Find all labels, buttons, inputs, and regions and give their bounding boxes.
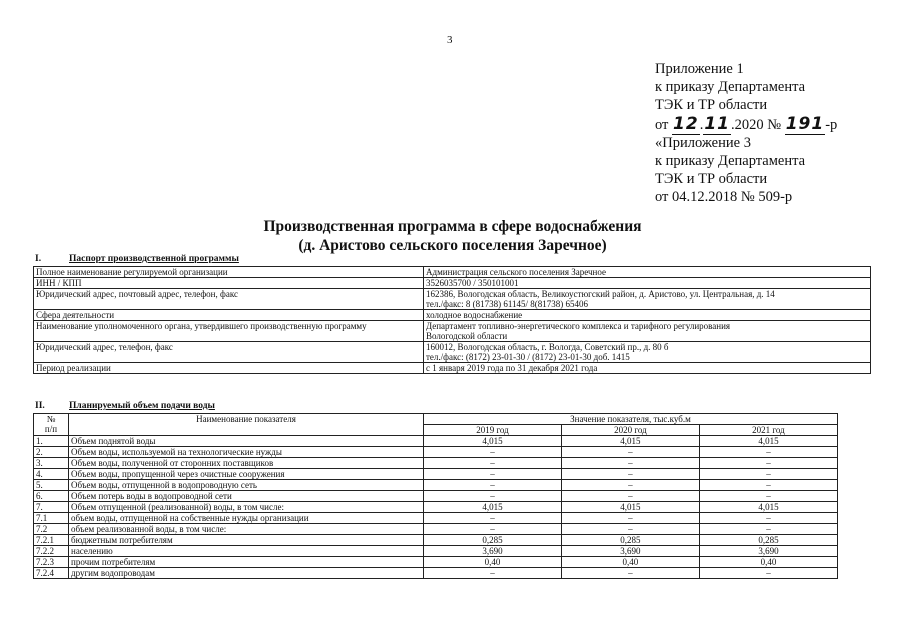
row-value: – <box>561 491 699 502</box>
passport-row <box>34 321 871 342</box>
row-value: 0,40 <box>699 557 837 568</box>
row-indicator-name: Объем воды, полученной от сторонних поставщиков <box>69 458 424 469</box>
appendix-line: от 04.12.2018 № 509-р <box>655 189 793 206</box>
passport-row <box>34 342 871 363</box>
passport-value <box>424 289 871 310</box>
table-row <box>34 458 838 469</box>
passport-value <box>424 267 871 278</box>
row-value: – <box>699 458 837 469</box>
title-line: (д. Аристово сельского поселения Заречное) <box>298 237 607 254</box>
section-number: II. <box>35 401 45 411</box>
passport-value-line: 162386, Вологодская область, Великоустюгский район, д. Аристово, ул. Центральная, д. 14 <box>426 289 775 299</box>
row-value: 4,015 <box>561 502 699 513</box>
row-value: 3,690 <box>699 546 837 557</box>
row-value: – <box>424 458 562 469</box>
date-suffix: -р <box>825 116 838 133</box>
row-indicator-name: Объем отпущенной (реализованной) воды, в том числе: <box>69 502 424 513</box>
passport-value-line: тел./факс: (8172) 23-01-30 / (8172) 23-01-30 доб. 1415 <box>426 352 630 362</box>
passport-value <box>424 278 871 289</box>
appendix-date-line: от 12.11.2020 № 191-р <box>655 113 838 134</box>
passport-value-line: тел./факс: 8 (81738) 61145/ 8(81738) 65406 <box>426 299 589 309</box>
passport-key: Сфера деятельности <box>34 310 424 321</box>
row-value: – <box>699 447 837 458</box>
row-value: – <box>561 447 699 458</box>
row-value: 0,285 <box>561 535 699 546</box>
passport-value <box>424 321 871 342</box>
passport-value-line: холодное водоснабжение <box>426 310 523 320</box>
table-row <box>34 524 838 535</box>
row-value: – <box>699 469 837 480</box>
appendix-line: к приказу Департамента <box>655 79 806 96</box>
section-label: Паспорт производственной программы <box>69 254 239 264</box>
table-row <box>34 513 838 524</box>
row-value: 0,40 <box>561 557 699 568</box>
appendix-block <box>655 60 837 207</box>
row-value: – <box>424 469 562 480</box>
row-value: 0,285 <box>699 535 837 546</box>
row-value: – <box>561 568 699 579</box>
row-value: – <box>424 524 562 535</box>
row-value: – <box>424 447 562 458</box>
header-year: 2020 год <box>561 425 699 436</box>
table-row <box>34 502 838 513</box>
table-row <box>34 546 838 557</box>
header-indicator-name: Наименование показателя <box>69 414 424 436</box>
passport-key: Наименование уполномоченного органа, утвердившего производственную программу <box>34 321 424 342</box>
row-value: 4,015 <box>561 436 699 447</box>
row-value: – <box>699 480 837 491</box>
header-year: 2021 год <box>699 425 837 436</box>
passport-key: Период реализации <box>34 363 424 374</box>
passport-value <box>424 363 871 374</box>
passport-value <box>424 342 871 363</box>
appendix-line: ТЭК и ТР области <box>655 97 768 114</box>
table-row <box>34 568 838 579</box>
row-indicator-name: другим водопроводам <box>69 568 424 579</box>
row-indicator-name: прочим потребителям <box>69 557 424 568</box>
row-value: – <box>561 524 699 535</box>
row-number: 7.2.2 <box>34 546 69 557</box>
row-value: – <box>561 513 699 524</box>
header-year: 2019 год <box>424 425 562 436</box>
table-row <box>34 557 838 568</box>
passport-value-line: Вологодской области <box>426 331 508 341</box>
handwritten-month: 11 <box>704 113 730 134</box>
header-number <box>34 414 69 436</box>
section-label: Планируемый объем подачи воды <box>69 401 215 411</box>
table-row <box>34 436 838 447</box>
passport-row <box>34 278 871 289</box>
row-value: – <box>699 513 837 524</box>
row-value: – <box>561 458 699 469</box>
row-value: – <box>699 568 837 579</box>
row-indicator-name: бюджетным потребителям <box>69 535 424 546</box>
row-number: 7.2.3 <box>34 557 69 568</box>
passport-value <box>424 310 871 321</box>
row-value: 3,690 <box>424 546 562 557</box>
row-value: 0,285 <box>424 535 562 546</box>
table-row <box>34 491 838 502</box>
row-value: – <box>561 480 699 491</box>
page-number: 3 <box>447 34 453 46</box>
passport-row <box>34 289 871 310</box>
passport-value-line: 160012, Вологодская область, г. Вологда, Советский пр., д. 80 б <box>426 342 669 352</box>
table-row <box>34 447 838 458</box>
row-value: 4,015 <box>699 436 837 447</box>
row-value: 4,015 <box>424 502 562 513</box>
table-row <box>34 469 838 480</box>
volume-table <box>33 413 838 579</box>
section-number: I. <box>35 254 42 264</box>
handwritten-day: 12 <box>673 113 699 134</box>
passport-value-line: Департамент топливно-энергетического комплекса и тарифного регулирования <box>426 321 731 331</box>
row-number: 5. <box>34 480 69 491</box>
row-value: – <box>424 491 562 502</box>
row-indicator-name: Объем воды, отпущенной в водопроводную сеть <box>69 480 424 491</box>
row-number: 7.1 <box>34 513 69 524</box>
row-number: 3. <box>34 458 69 469</box>
row-indicator-name: Объем поднятой воды <box>69 436 424 447</box>
passport-row <box>34 310 871 321</box>
row-value: 4,015 <box>424 436 562 447</box>
row-value: 0,40 <box>424 557 562 568</box>
passport-key: Полное наименование регулируемой организации <box>34 267 424 278</box>
row-indicator-name: Объем потерь воды в водопроводной сети <box>69 491 424 502</box>
passport-key: ИНН / КПП <box>34 278 424 289</box>
row-value: 3,690 <box>561 546 699 557</box>
header-number-line1: № <box>46 414 56 424</box>
header-number-line2: п/п <box>44 424 58 434</box>
table-row <box>34 480 838 491</box>
date-prefix: от <box>655 116 669 133</box>
passport-key: Юридический адрес, телефон, факс <box>34 342 424 363</box>
passport-row <box>34 363 871 374</box>
appendix-line: «Приложение 3 <box>655 134 751 151</box>
row-number: 7.2.1 <box>34 535 69 546</box>
row-indicator-name: объем воды, отпущенной на собственные нужды организации <box>69 513 424 524</box>
section-heading <box>35 401 215 411</box>
row-indicator-name: Объем воды, пропущенной через очистные сооружения <box>69 469 424 480</box>
row-number: 4. <box>34 469 69 480</box>
row-number: 7.2.4 <box>34 568 69 579</box>
row-value: – <box>424 568 562 579</box>
row-number: 2. <box>34 447 69 458</box>
row-value: – <box>424 480 562 491</box>
passport-row <box>34 267 871 278</box>
row-indicator-name: объем реализованной воды, в том числе: <box>69 524 424 535</box>
title-line: Производственная программа в сфере водоснабжения <box>263 218 642 235</box>
handwritten-number: 191 <box>785 113 825 134</box>
passport-table <box>33 266 871 374</box>
date-year: .2020 № <box>731 116 782 133</box>
section-heading <box>35 254 239 264</box>
appendix-line: к приказу Департамента <box>655 153 806 170</box>
row-value: – <box>699 491 837 502</box>
row-number: 7. <box>34 502 69 513</box>
header-value: Значение показателя, тыс.куб.м <box>424 414 838 425</box>
passport-key: Юридический адрес, почтовый адрес, телефон, факс <box>34 289 424 310</box>
row-indicator-name: населению <box>69 546 424 557</box>
row-indicator-name: Объем воды, используемой на технологические нужды <box>69 447 424 458</box>
appendix-line: ТЭК и ТР области <box>655 171 768 188</box>
passport-value-line: с 1 января 2019 года по 31 декабря 2021 года <box>426 363 598 373</box>
row-value: – <box>699 524 837 535</box>
row-number: 6. <box>34 491 69 502</box>
row-number: 7.2 <box>34 524 69 535</box>
row-value: – <box>561 469 699 480</box>
row-number: 1. <box>34 436 69 447</box>
row-value: – <box>424 513 562 524</box>
row-value: 4,015 <box>699 502 837 513</box>
passport-value-line: 3526035700 / 350101001 <box>426 278 519 288</box>
appendix-line: Приложение 1 <box>655 61 744 77</box>
passport-value-line: Администрация сельского поселения Заречное <box>426 267 606 277</box>
document-title <box>0 217 905 255</box>
table-row <box>34 535 838 546</box>
